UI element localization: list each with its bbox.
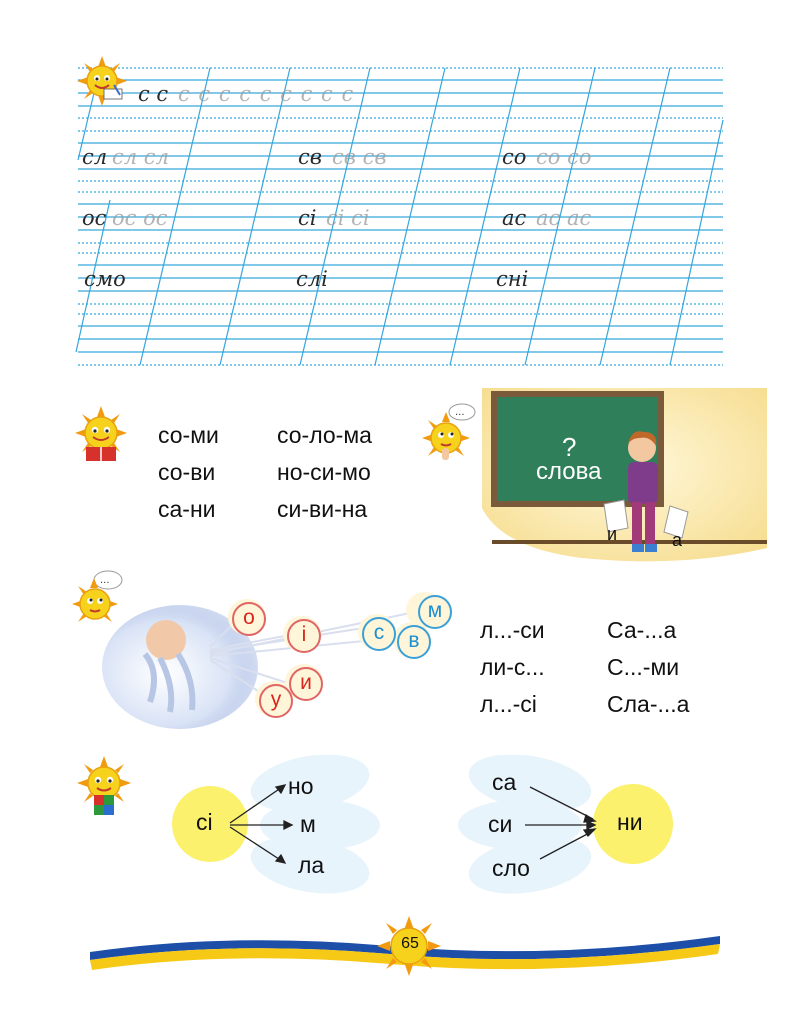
sun-thinking-icon [420, 402, 478, 464]
row3-trace-2: сі сі [326, 206, 370, 230]
row3-word-2: сі [298, 206, 317, 230]
flower1-petal: ла [298, 852, 325, 878]
syllables-col-1 [158, 417, 219, 528]
syllable-word: со-ло-ма [277, 422, 372, 448]
wind-letter-i: і [287, 619, 321, 653]
paper-letter-right: а [672, 530, 683, 550]
fill-in-word: Са-...а [607, 617, 677, 643]
flower1-center: сі [196, 809, 213, 835]
fill-in-word: С...-ми [607, 654, 680, 680]
flower1-petal: м [300, 811, 316, 837]
fill-in-word: л...-сі [480, 691, 537, 717]
wind-illustration [100, 592, 450, 742]
page-footer-ribbon [90, 910, 720, 980]
syllable-word: са-ни [158, 496, 216, 522]
copybook-section [0, 0, 800, 385]
row3-trace-1: ос ос [112, 206, 168, 230]
syllables-col-2 [277, 417, 372, 528]
row4-word-1: смо [84, 267, 126, 291]
svg-text:...: ... [455, 407, 465, 418]
fill-in-col-2 [607, 612, 689, 723]
flower-1 [160, 755, 385, 895]
board-question-mark: ? [562, 432, 577, 462]
row2-word-3: со [502, 145, 527, 169]
wind-letter-v: в [397, 625, 431, 659]
sun-reader-icon [72, 405, 130, 465]
row2-word-1: сл [82, 145, 108, 169]
flower2-petal: си [488, 811, 513, 837]
sun-writer-icon [76, 55, 128, 107]
syllable-word: со-ми [158, 422, 219, 448]
row2-trace-1: сл сл [112, 145, 169, 169]
board-word: слова [536, 458, 602, 485]
wind-letter-o: о [232, 602, 266, 636]
row3-trace-3: ас ас [536, 206, 592, 230]
page-number: 65 [401, 935, 419, 952]
row4-word-2: слі [296, 267, 328, 291]
row4-word-3: сні [496, 267, 529, 291]
row2-trace-2: св св [332, 145, 387, 169]
flower2-petal: сло [492, 855, 530, 881]
fill-in-word: ли-с... [480, 654, 545, 680]
sun-cube-icon [74, 755, 134, 817]
syllable-word: со-ви [158, 459, 216, 485]
flower2-center: ни [617, 809, 643, 835]
row3-word-3: ас [502, 206, 527, 230]
row3-word-1: ос [82, 206, 107, 230]
row1-trace: с с с с с с с с с [178, 82, 355, 106]
fill-in-word: Сла-...а [607, 691, 690, 717]
syllable-word: но-си-мо [277, 459, 371, 485]
row1-letters: с с [138, 82, 169, 106]
wind-letter-s: с [362, 617, 396, 651]
fill-in-word: л...-си [480, 617, 545, 643]
wind-letter-y: у [259, 684, 293, 718]
flower1-petal: но [288, 773, 314, 799]
flower2-petal: са [492, 769, 517, 795]
wind-letter-y2: и [289, 667, 323, 701]
svg-text:...: ... [100, 575, 110, 586]
classroom-illustration [482, 388, 767, 568]
paper-letter-left: и [607, 524, 618, 544]
wind-letter-m: м [418, 595, 452, 629]
fill-in-col-1 [480, 612, 545, 723]
row2-trace-3: со со [536, 145, 592, 169]
syllable-word: си-ви-на [277, 496, 368, 522]
row2-word-2: св [298, 145, 322, 169]
flower-2 [455, 755, 695, 895]
